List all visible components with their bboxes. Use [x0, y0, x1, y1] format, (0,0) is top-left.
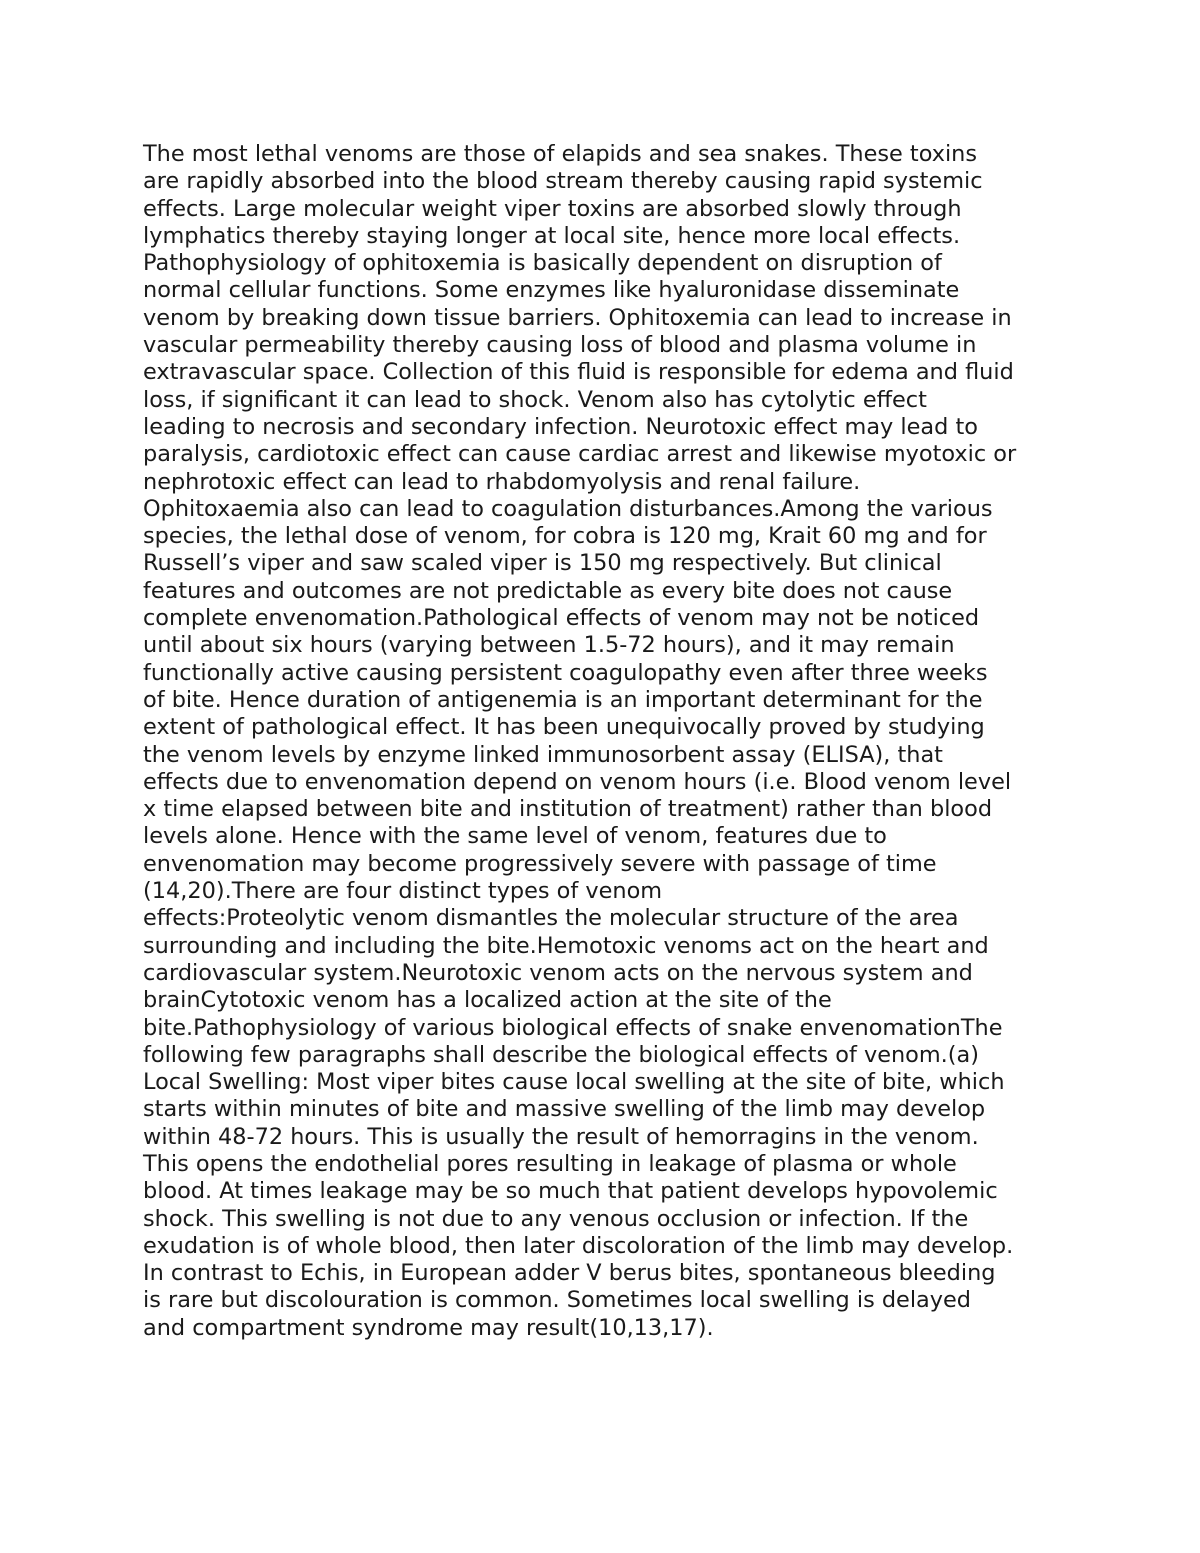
text-line: extravascular space. Collection of this fluid is responsible for edema and fluid: [143, 359, 1014, 386]
text-line: exudation is of whole blood, then later discoloration of the limb may develop.: [143, 1232, 1014, 1259]
text-line: Ophitoxaemia also can lead to coagulation disturbances.Among the various: [143, 495, 993, 522]
text-line: following few paragraphs shall describe the biological effects of venom.(a): [143, 1041, 979, 1068]
text-line: envenomation may become progressively severe with passage of time: [143, 850, 937, 877]
text-line: are rapidly absorbed into the blood stream thereby causing rapid systemic: [143, 168, 983, 195]
text-line: leading to necrosis and secondary infection. Neurotoxic effect may lead to: [143, 413, 978, 440]
text-line: effects. Large molecular weight viper toxins are absorbed slowly through: [143, 195, 962, 222]
text-line: vascular permeability thereby causing loss of blood and plasma volume in: [143, 332, 977, 359]
text-line: Local Swelling: Most viper bites cause local swelling at the site of bite, which: [143, 1069, 1005, 1096]
text-line: and compartment syndrome may result(10,13,17).: [143, 1314, 714, 1341]
text-line: x time elapsed between bite and institution of treatment) rather than blood: [143, 796, 993, 823]
text-line: loss, if significant it can lead to shock. Venom also has cytolytic effect: [143, 386, 927, 413]
text-line: until about six hours (varying between 1.5-72 hours), and it may remain: [143, 632, 955, 659]
text-line: cardiovascular system.Neurotoxic venom acts on the nervous system and: [143, 959, 973, 986]
text-line: This opens the endothelial pores resulting in leakage of plasma or whole: [143, 1150, 957, 1177]
text-line: normal cellular functions. Some enzymes like hyaluronidase disseminate: [143, 277, 960, 304]
text-line: Pathophysiology of ophitoxemia is basically dependent on disruption of: [143, 250, 942, 277]
text-line: The most lethal venoms are those of elapids and sea snakes. These toxins: [143, 141, 978, 167]
text-line: within 48-72 hours. This is usually the result of hemorragins in the venom.: [143, 1123, 979, 1150]
text-line: (14,20).There are four distinct types of venom: [143, 878, 663, 905]
text-line: blood. At times leakage may be so much that patient develops hypovolemic: [143, 1178, 998, 1205]
body-text: [143, 141, 1078, 1342]
text-line: paralysis, cardiotoxic effect can cause cardiac arrest and likewise myotoxic or: [143, 441, 1017, 468]
text-line: lymphatics thereby staying longer at local site, hence more local effects.: [143, 222, 961, 249]
text-line: venom by breaking down tissue barriers. Ophitoxemia can lead to increase in: [143, 304, 1012, 331]
text-line: extent of pathological effect. It has been unequivocally proved by studying: [143, 714, 985, 741]
text-line: bite.Pathophysiology of various biological effects of snake envenomationThe: [143, 1014, 1003, 1041]
text-line: In contrast to Echis, in European adder V berus bites, spontaneous bleeding: [143, 1260, 996, 1287]
text-line: brainCytotoxic venom has a localized action at the site of the: [143, 987, 832, 1014]
text-line: nephrotoxic effect can lead to rhabdomyolysis and renal failure.: [143, 468, 861, 495]
text-line: species, the lethal dose of venom, for cobra is 120 mg, Krait 60 mg and for: [143, 523, 987, 550]
text-line: the venom levels by enzyme linked immunosorbent assay (ELISA), that: [143, 741, 943, 768]
text-line: Russell’s viper and saw scaled viper is 150 mg respectively. But clinical: [143, 550, 942, 577]
text-line: of bite. Hence duration of antigenemia is an important determinant for the: [143, 686, 983, 713]
text-line: functionally active causing persistent coagulopathy even after three weeks: [143, 659, 988, 686]
text-line: shock. This swelling is not due to any venous occlusion or infection. If the: [143, 1205, 969, 1232]
text-line: is rare but discolouration is common. Sometimes local swelling is delayed: [143, 1287, 972, 1314]
text-line: effects:Proteolytic venom dismantles the molecular structure of the area: [143, 905, 959, 932]
text-line: starts within minutes of bite and massive swelling of the limb may develop: [143, 1096, 986, 1123]
text-line: levels alone. Hence with the same level of venom, features due to: [143, 823, 887, 850]
text-line: surrounding and including the bite.Hemotoxic venoms act on the heart and: [143, 932, 989, 959]
text-line: complete envenomation.Pathological effects of venom may not be noticed: [143, 605, 980, 632]
text-line: features and outcomes are not predictable as every bite does not cause: [143, 577, 953, 604]
text-line: effects due to envenomation depend on venom hours (i.e. Blood venom level: [143, 768, 1012, 795]
